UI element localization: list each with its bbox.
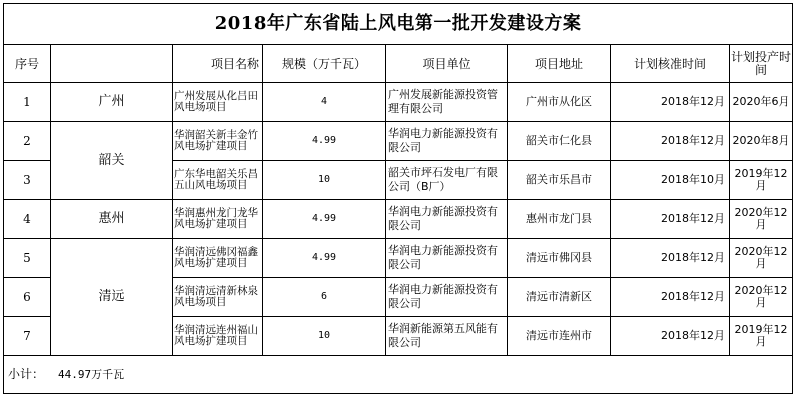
cell-seq[interactable]: 6 — [4, 278, 51, 317]
subtotal-cell[interactable] — [4, 356, 793, 394]
cell-project-name[interactable]: 华润清远佛冈福鑫风电场扩建项目 — [173, 239, 263, 278]
subtotal-row — [4, 356, 793, 394]
cell-project-unit[interactable]: 华润电力新能源投资有限公司 — [386, 122, 508, 161]
cell-operation-time[interactable]: 2020年12月 — [730, 278, 793, 317]
cell-seq[interactable]: 4 — [4, 200, 51, 239]
table-title[interactable]: 2018年广东省陆上风电第一批开发建设方案 — [4, 4, 793, 45]
cell-region-guangzhou[interactable]: 广州 — [51, 83, 173, 122]
cell-project-unit[interactable]: 广州发展新能源投资管理有限公司 — [386, 83, 508, 122]
header-operation-time[interactable]: 计划投产时间 — [730, 45, 793, 83]
cell-region-huizhou[interactable]: 惠州 — [51, 200, 173, 239]
cell-scale[interactable]: 10 — [263, 161, 386, 200]
cell-scale[interactable]: 4.99 — [263, 122, 386, 161]
project-table — [3, 3, 793, 394]
cell-seq[interactable]: 1 — [4, 83, 51, 122]
cell-scale[interactable]: 6 — [263, 278, 386, 317]
subtotal-value: 44.97万千瓦 — [58, 368, 125, 381]
cell-project-unit[interactable]: 华润电力新能源投资有限公司 — [386, 239, 508, 278]
cell-operation-time[interactable]: 2020年12月 — [730, 239, 793, 278]
table-row — [4, 83, 793, 122]
table-row — [4, 200, 793, 239]
cell-approval-time[interactable]: 2018年10月 — [611, 161, 730, 200]
header-region[interactable] — [51, 45, 173, 83]
table-row — [4, 122, 793, 161]
cell-region-shaoguan[interactable]: 韶关 — [51, 122, 173, 200]
cell-approval-time[interactable]: 2018年12月 — [611, 200, 730, 239]
cell-seq[interactable]: 5 — [4, 239, 51, 278]
cell-approval-time[interactable]: 2018年12月 — [611, 83, 730, 122]
cell-project-address[interactable]: 清远市连州市 — [508, 317, 611, 356]
cell-approval-time[interactable]: 2018年12月 — [611, 239, 730, 278]
cell-project-unit[interactable]: 华润新能源第五风能有限公司 — [386, 317, 508, 356]
cell-project-address[interactable]: 韶关市仁化县 — [508, 122, 611, 161]
header-address[interactable]: 项目地址 — [508, 45, 611, 83]
cell-project-name[interactable]: 华润清远清新林泉风电场项目 — [173, 278, 263, 317]
cell-operation-time[interactable]: 2019年12月 — [730, 161, 793, 200]
cell-operation-time[interactable]: 2019年12月 — [730, 317, 793, 356]
cell-scale[interactable]: 10 — [263, 317, 386, 356]
header-name[interactable]: 项目名称 — [173, 45, 263, 83]
cell-scale[interactable]: 4.99 — [263, 200, 386, 239]
cell-approval-time[interactable]: 2018年12月 — [611, 317, 730, 356]
cell-project-address[interactable]: 韶关市乐昌市 — [508, 161, 611, 200]
cell-project-address[interactable]: 广州市从化区 — [508, 83, 611, 122]
cell-project-name[interactable]: 华润清远连州福山风电场扩建项目 — [173, 317, 263, 356]
cell-project-name[interactable]: 华润惠州龙门龙华风电场扩建项目 — [173, 200, 263, 239]
cell-operation-time[interactable]: 2020年6月 — [730, 83, 793, 122]
header-seq[interactable]: 序号 — [4, 45, 51, 83]
cell-project-name[interactable]: 广东华电韶关乐昌五山风电场项目 — [173, 161, 263, 200]
header-approval-time[interactable]: 计划核准时间 — [611, 45, 730, 83]
cell-project-unit[interactable]: 华润电力新能源投资有限公司 — [386, 278, 508, 317]
cell-approval-time[interactable]: 2018年12月 — [611, 278, 730, 317]
cell-project-address[interactable]: 清远市清新区 — [508, 278, 611, 317]
cell-scale[interactable]: 4 — [263, 83, 386, 122]
header-unit[interactable]: 项目单位 — [386, 45, 508, 83]
cell-region-qingyuan[interactable]: 清远 — [51, 239, 173, 356]
cell-project-unit[interactable]: 韶关市坪石发电厂有限公司（B厂） — [386, 161, 508, 200]
cell-project-name[interactable]: 华润韶关新丰金竹风电场扩建项目 — [173, 122, 263, 161]
cell-project-unit[interactable]: 华润电力新能源投资有限公司 — [386, 200, 508, 239]
cell-project-address[interactable]: 惠州市龙门县 — [508, 200, 611, 239]
cell-seq[interactable]: 7 — [4, 317, 51, 356]
cell-project-name[interactable]: 广州发展从化吕田风电场项目 — [173, 83, 263, 122]
cell-approval-time[interactable]: 2018年12月 — [611, 122, 730, 161]
cell-operation-time[interactable]: 2020年12月 — [730, 200, 793, 239]
table-row — [4, 239, 793, 278]
cell-scale[interactable]: 4.99 — [263, 239, 386, 278]
cell-seq[interactable]: 3 — [4, 161, 51, 200]
title-row — [4, 4, 793, 45]
cell-project-address[interactable]: 清远市佛冈县 — [508, 239, 611, 278]
header-scale[interactable]: 规模（万千瓦） — [263, 45, 386, 83]
header-row — [4, 45, 793, 83]
cell-seq[interactable]: 2 — [4, 122, 51, 161]
subtotal-label: 小计： — [8, 367, 45, 381]
cell-operation-time[interactable]: 2020年8月 — [730, 122, 793, 161]
